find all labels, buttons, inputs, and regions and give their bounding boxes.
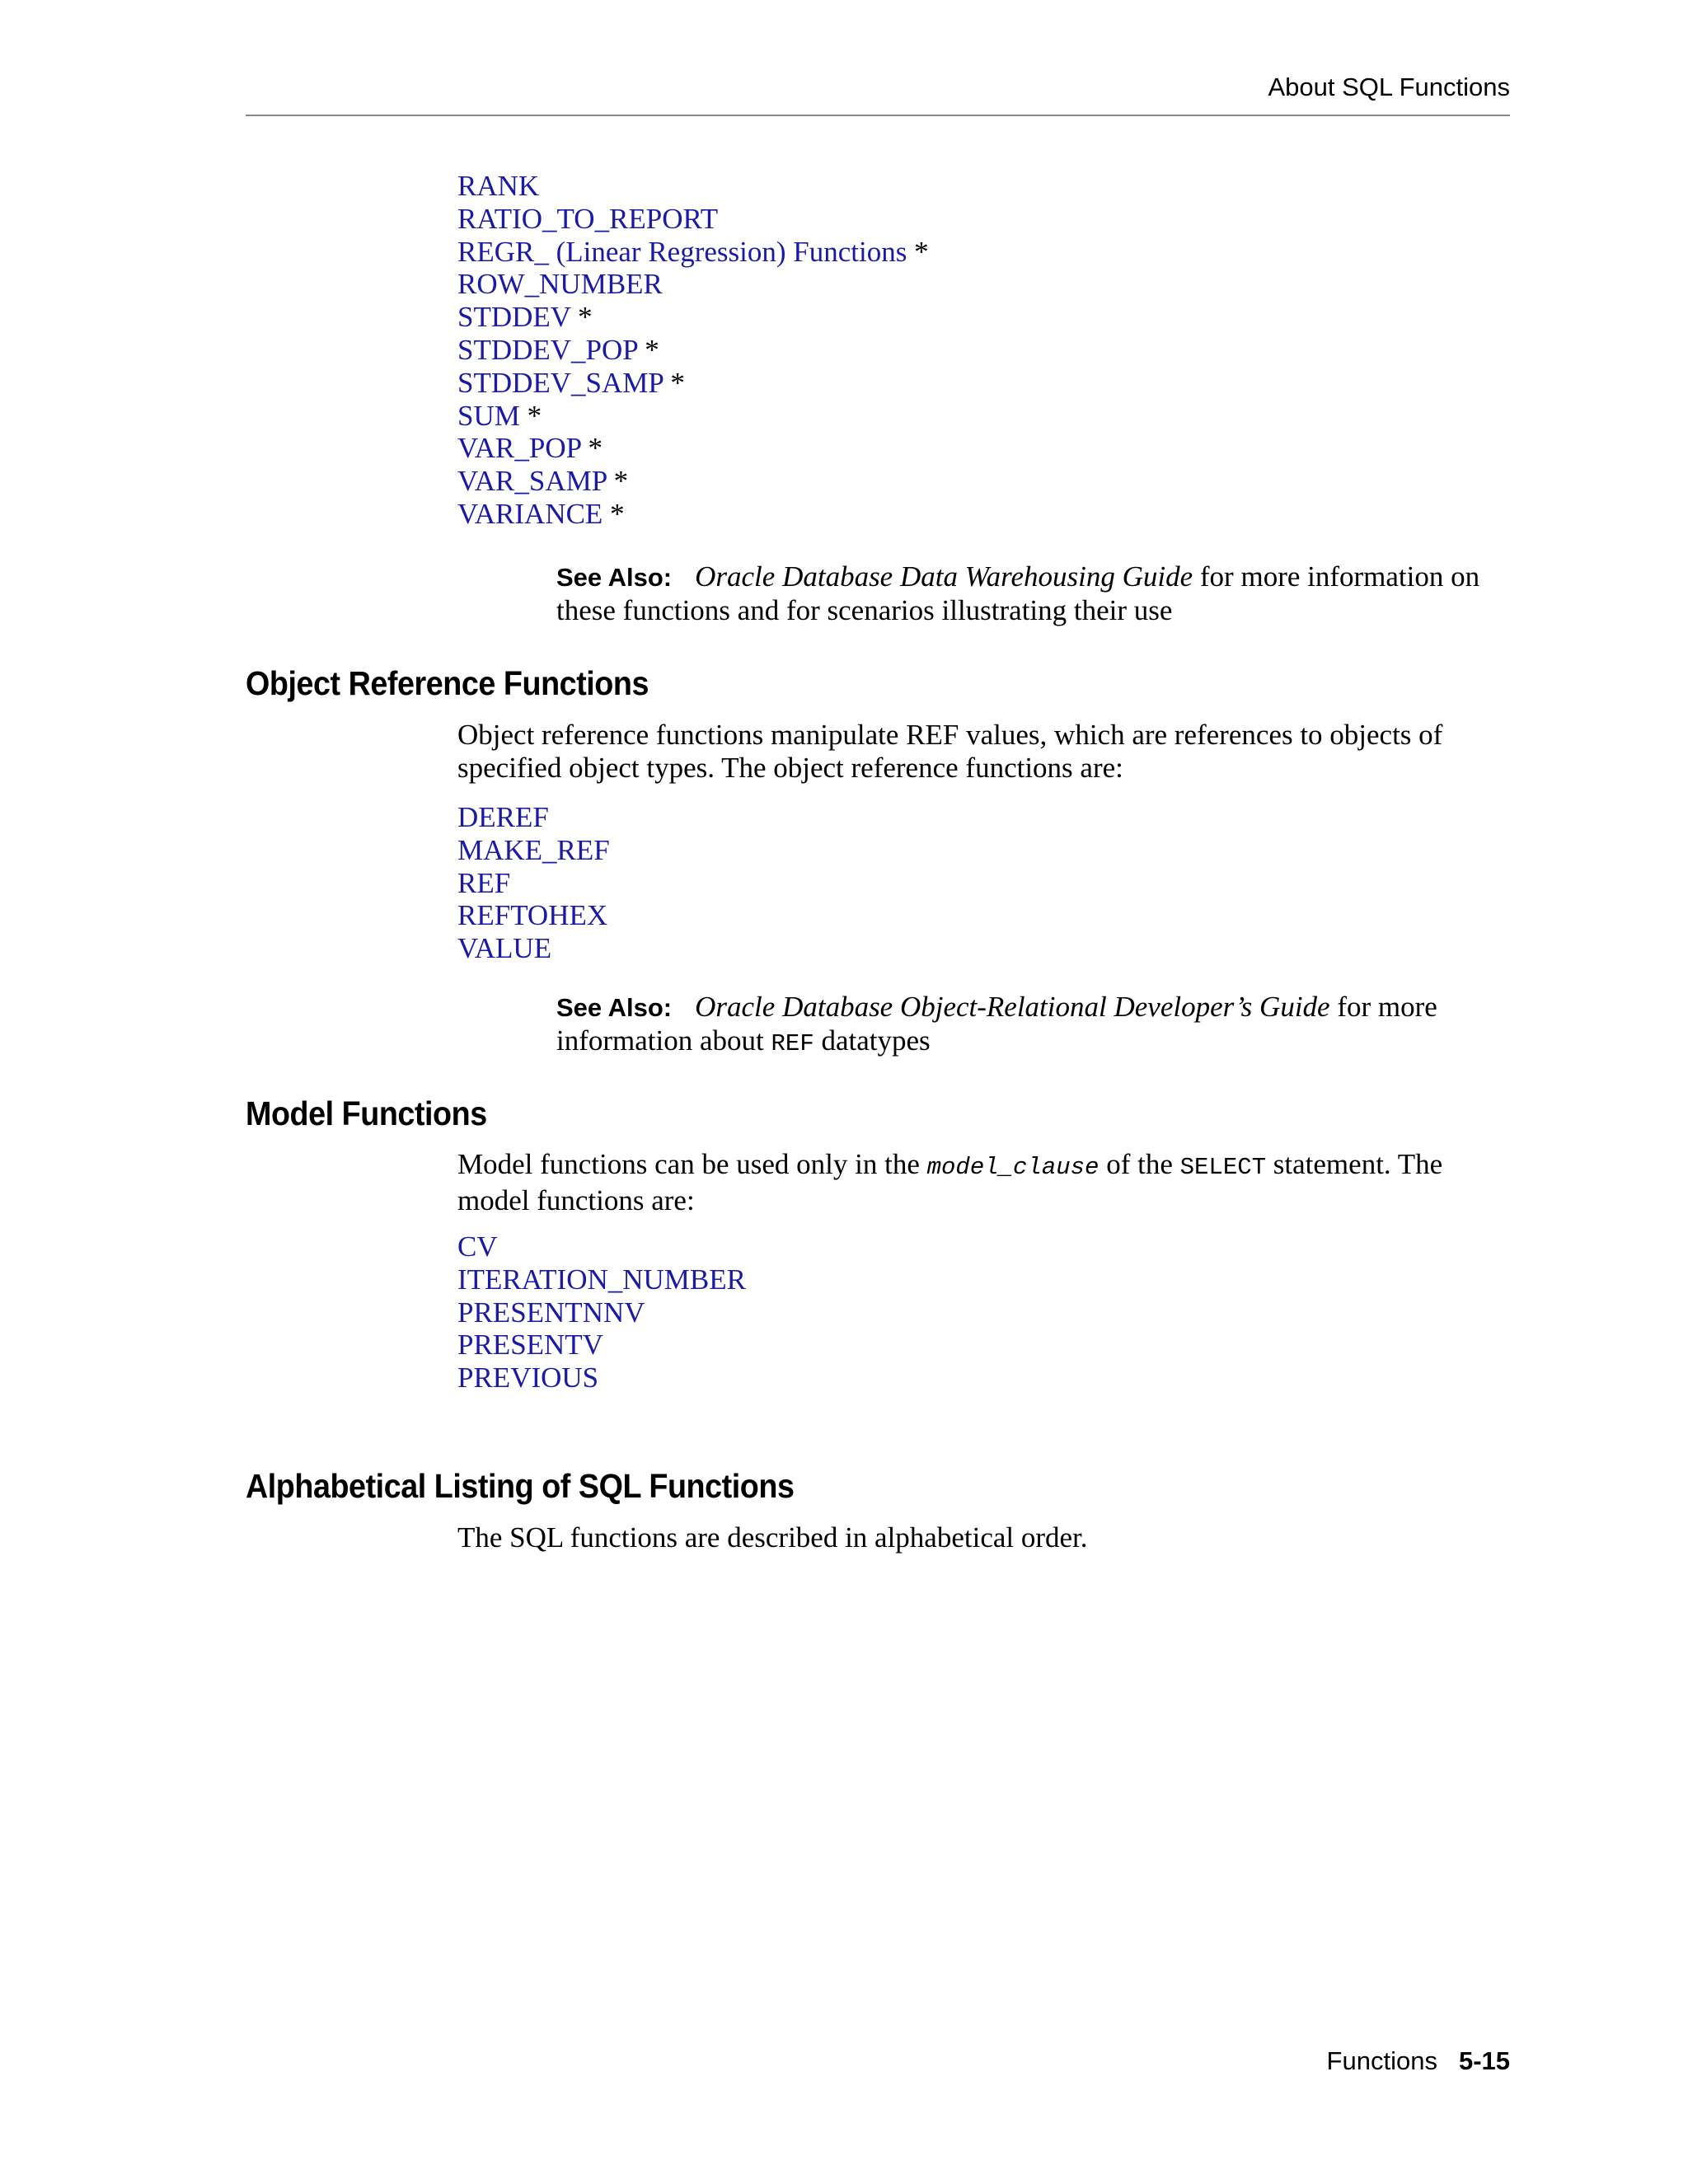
header-rule	[246, 115, 1510, 116]
function-link[interactable]: PRESENTV	[457, 1329, 603, 1361]
book-title: Oracle Database Data Warehousing Guide	[695, 560, 1193, 593]
see-also-text: for more information on these functions and for scenarios illustrating their use	[556, 560, 1480, 626]
list-item	[457, 203, 929, 236]
list-item	[457, 834, 610, 867]
inline-code: model_clause	[926, 1154, 1100, 1181]
function-link[interactable]: REFTOHEX	[457, 899, 608, 932]
section-paragraph: Object reference functions manipulate REF values, which are references to objects of specified object types. The object reference functions are:	[457, 719, 1443, 784]
see-also-label: See Also:	[556, 993, 673, 1022]
section-paragraph: The SQL functions are described in alphabetical order.	[457, 1521, 1088, 1554]
function-list-object-reference	[457, 801, 610, 965]
list-item: STDDEV_POP *	[457, 333, 659, 366]
list-item	[457, 1361, 746, 1394]
function-link[interactable]: VARIANCE	[457, 497, 603, 530]
function-link[interactable]: RATIO_TO_REPORT	[457, 202, 719, 235]
list-item	[457, 1329, 746, 1361]
list-item	[457, 170, 929, 203]
see-also-label: See Also:	[556, 563, 673, 592]
function-link[interactable]: ROW_NUMBER	[457, 268, 663, 301]
function-link[interactable]: DEREF	[457, 801, 549, 833]
list-item	[457, 932, 610, 965]
list-item: VARIANCE *	[457, 497, 625, 530]
see-also-note: See Also: Oracle Database Object-Relational Developer’s Guide for more information about REF datatypes	[556, 991, 1437, 1057]
list-item	[457, 1296, 746, 1329]
function-link[interactable]: STDDEV_POP	[457, 333, 638, 366]
list-item: REGR_ (Linear Regression) Functions *	[457, 235, 929, 268]
book-title: Oracle Database Object-Relational Developer’s Guide	[695, 991, 1330, 1023]
function-link[interactable]: VALUE	[457, 932, 552, 965]
function-list-model	[457, 1230, 746, 1394]
function-link[interactable]: ITERATION_NUMBER	[457, 1263, 746, 1296]
section-heading-alphabetical-listing: Alphabetical Listing of SQL Functions	[246, 1467, 795, 1505]
section-paragraph: Model functions can be used only in the model_clause of the SELECT statement. The model functions are:	[457, 1148, 1443, 1216]
function-link[interactable]: VAR_POP	[457, 432, 581, 465]
footer-label: Functions	[1326, 2046, 1437, 2075]
function-link[interactable]: REGR_ (Linear Regression) Functions	[457, 235, 907, 268]
function-link[interactable]: PREVIOUS	[457, 1361, 599, 1394]
function-link[interactable]: VAR_SAMP	[457, 465, 607, 498]
function-link[interactable]: REF	[457, 866, 511, 899]
list-item: VAR_SAMP *	[457, 465, 629, 498]
function-link[interactable]: STDDEV_SAMP	[457, 366, 663, 399]
function-link[interactable]: SUM	[457, 399, 520, 432]
see-also-note	[556, 560, 1512, 627]
list-item	[457, 867, 610, 900]
function-link[interactable]: RANK	[457, 170, 540, 202]
page-number: 5-15	[1458, 2046, 1510, 2075]
list-item: SUM *	[457, 399, 542, 432]
list-item	[457, 899, 610, 932]
section-heading-object-reference: Object Reference Functions	[246, 664, 649, 702]
list-item	[457, 1230, 746, 1263]
function-link[interactable]: CV	[457, 1230, 498, 1263]
list-item	[457, 1263, 746, 1296]
inline-code: SELECT	[1179, 1154, 1267, 1181]
list-item	[457, 268, 929, 301]
inline-code: REF	[771, 1030, 814, 1057]
list-item	[457, 801, 610, 834]
list-item: VAR_POP *	[457, 432, 603, 465]
list-item: STDDEV *	[457, 301, 593, 334]
function-link[interactable]: PRESENTNNV	[457, 1296, 645, 1329]
section-heading-model-functions: Model Functions	[246, 1094, 487, 1132]
list-item: STDDEV_SAMP *	[457, 366, 685, 399]
running-header-title: About SQL Functions	[1268, 73, 1510, 101]
function-link[interactable]: MAKE_REF	[457, 833, 610, 866]
function-list-analytic	[457, 170, 929, 531]
function-link[interactable]: STDDEV	[457, 301, 571, 334]
page-footer	[1327, 2046, 1510, 2076]
